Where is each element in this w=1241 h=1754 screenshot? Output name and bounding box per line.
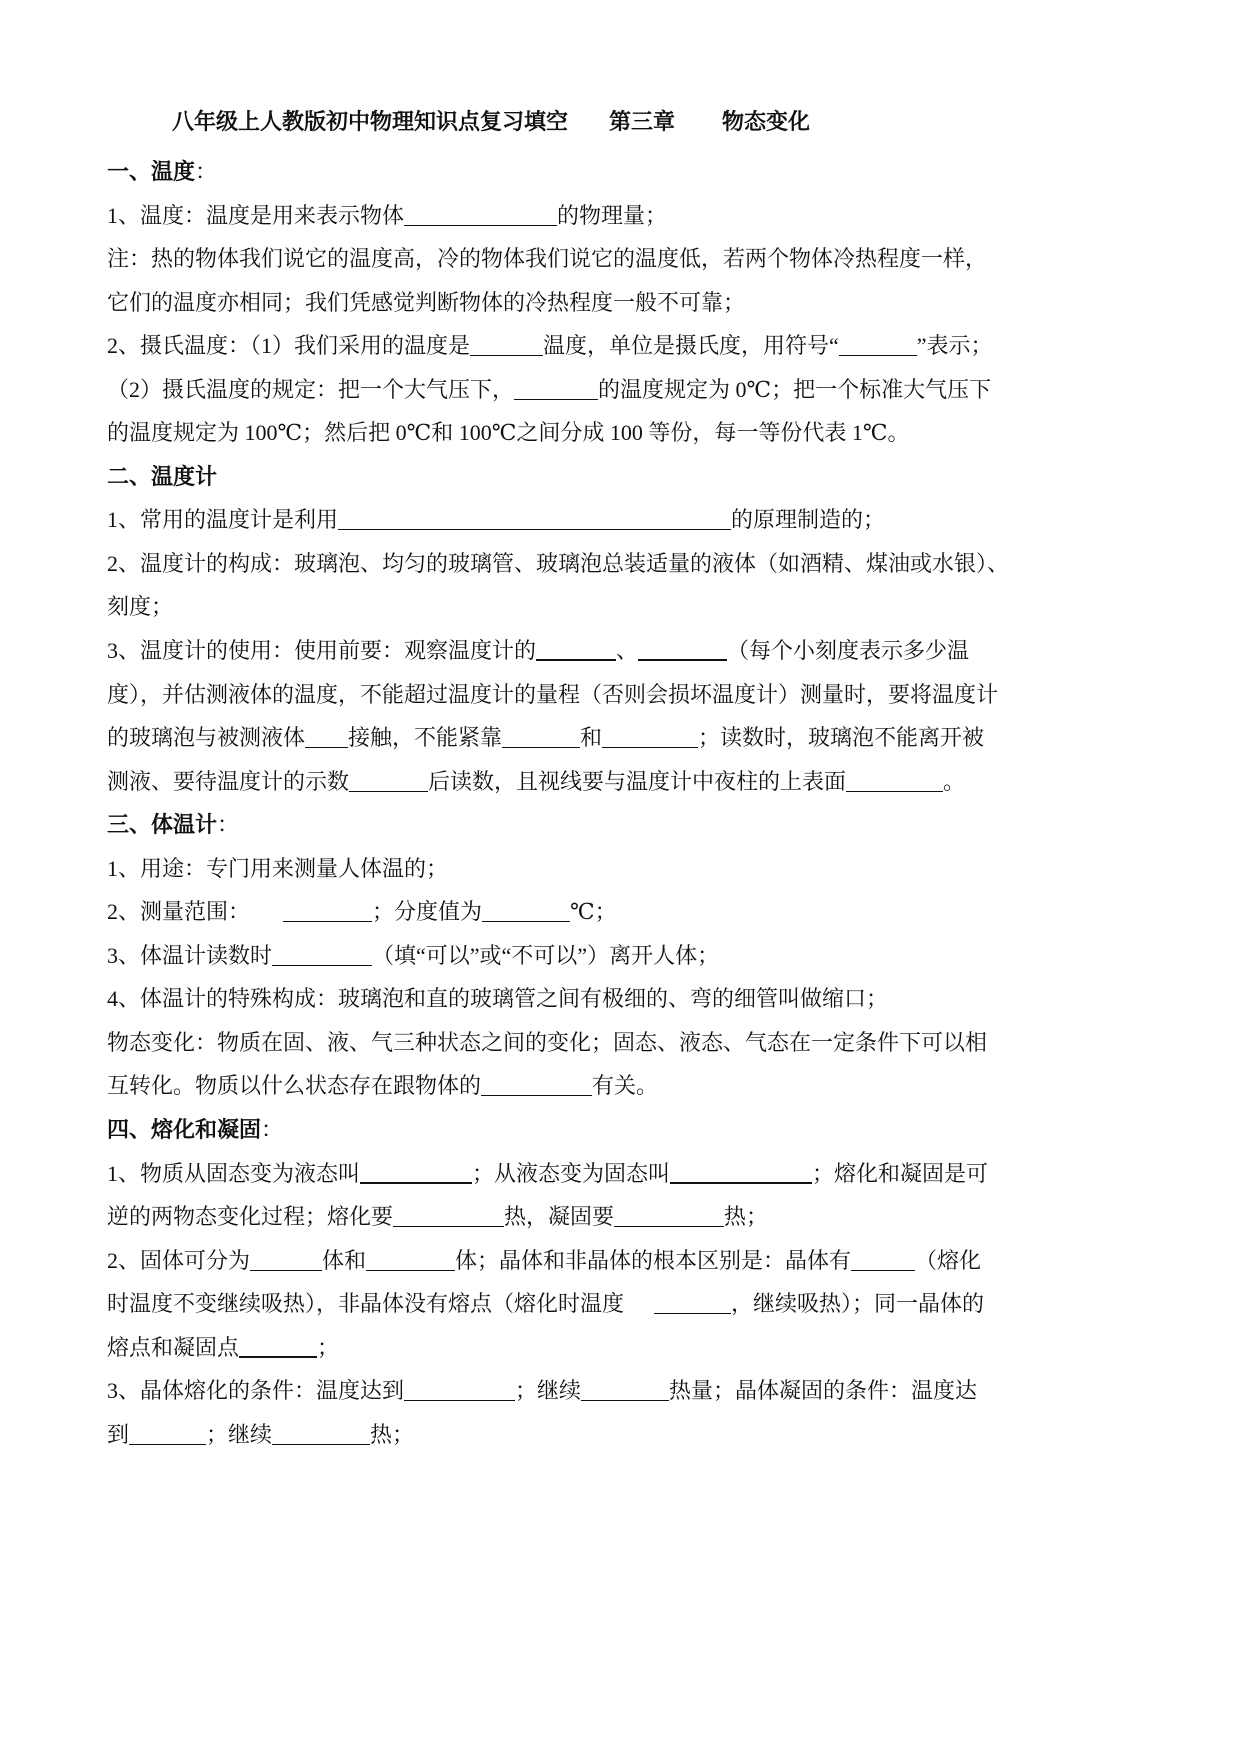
- line-text: 2、摄氏温度：（1）我们采用的温度是: [107, 333, 471, 359]
- line-text: 体和: [322, 1247, 367, 1273]
- answer-blank: [602, 747, 698, 748]
- text-line: [107, 1413, 1127, 1457]
- line-text: 它们的温度亦相同；我们凭感觉判断物体的冷热程度一般不可靠；: [107, 289, 746, 315]
- text-line: [107, 629, 1127, 673]
- line-text: 热量；晶体凝固的条件：温度达: [669, 1378, 978, 1404]
- answer-blank: [349, 791, 428, 792]
- heading-colon: ：: [261, 1117, 284, 1143]
- title-topic: 物态变化: [722, 109, 811, 134]
- answer-blank: [670, 1182, 812, 1184]
- text-line: [107, 673, 1127, 717]
- line-text: 1、物质从固态变为液态叫: [107, 1160, 361, 1186]
- section-heading-text: 四、熔化和凝固: [107, 1117, 262, 1143]
- line-text: ；从液态变为固态叫: [472, 1160, 671, 1186]
- line-text: 热，凝固要: [504, 1204, 615, 1230]
- answer-blank: [283, 921, 372, 922]
- text-line: [107, 934, 1127, 978]
- line-text: ；继续: [515, 1378, 582, 1404]
- answer-blank: [129, 1444, 206, 1445]
- line-text: （填“可以”或“不可以”）离开人体；: [372, 942, 720, 968]
- line-text: 有关。: [592, 1073, 659, 1099]
- text-line: [107, 237, 1127, 281]
- section-heading-text: 二、温度计: [107, 463, 218, 489]
- document-title: [0, 107, 1241, 137]
- line-text: 和: [580, 725, 603, 751]
- section-heading: [107, 1108, 1127, 1152]
- line-text: 。: [943, 768, 966, 794]
- line-text: 2、温度计的构成：玻璃泡、均匀的玻璃管、玻璃泡总装适量的液体（如酒精、煤油或水银）、: [107, 550, 1010, 576]
- worksheet-body: [107, 150, 1127, 1456]
- title-chapter: 第三章: [609, 109, 676, 134]
- line-text: 的玻璃泡与被测液体: [107, 725, 306, 751]
- section-heading: [107, 150, 1127, 194]
- line-text: 度），并估测液体的温度，不能超过温度计的量程（否则会损坏温度计）测量时，要将温度计: [107, 681, 999, 707]
- text-line: [107, 1195, 1127, 1239]
- spacer: [624, 1310, 654, 1311]
- line-text: 3、晶体熔化的条件：温度达到: [107, 1378, 405, 1404]
- line-text: 熔点和凝固点: [107, 1334, 240, 1360]
- text-line: [107, 890, 1127, 934]
- line-text: 逆的两物态变化过程；熔化要: [107, 1204, 394, 1230]
- line-text: 注：热的物体我们说它的温度高，冷的物体我们说它的温度低，若两个物体冷热程度一样，: [107, 246, 988, 272]
- answer-blank: [846, 791, 943, 792]
- text-line: [107, 542, 1127, 586]
- text-line: [107, 585, 1127, 629]
- section-heading: [107, 803, 1127, 847]
- text-line: [107, 716, 1127, 760]
- answer-blank: [470, 355, 543, 356]
- text-line: [107, 1152, 1127, 1196]
- line-text: ”表示；: [916, 333, 993, 359]
- line-text: （熔化: [915, 1247, 982, 1273]
- answer-blank: [839, 355, 917, 356]
- line-text: 1、常用的温度计是利用: [107, 507, 339, 533]
- answer-blank: [514, 399, 598, 400]
- answer-blank: [502, 747, 580, 748]
- text-line: [107, 411, 1127, 455]
- answer-blank: [338, 529, 731, 530]
- answer-blank: [272, 1444, 370, 1445]
- section-heading: [107, 455, 1127, 499]
- line-text: 温度，单位是摄氏度，用符号“: [543, 333, 839, 359]
- answer-blank: [851, 1270, 915, 1271]
- answer-blank: [272, 965, 372, 966]
- answer-blank: [360, 1182, 472, 1184]
- text-line: [107, 1021, 1127, 1065]
- line-text: 1、用途：专门用来测量人体温的；: [107, 855, 449, 881]
- line-text: 的温度规定为 0℃；把一个标准大气压下: [598, 376, 992, 402]
- line-text: 后读数，且视线要与温度计中夜柱的上表面: [428, 768, 847, 794]
- spacer: [250, 918, 283, 919]
- line-text: 1、温度：温度是用来表示物体: [107, 202, 405, 228]
- line-text: 、: [616, 638, 639, 664]
- section-heading-text: 一、温度: [107, 159, 196, 184]
- line-text: ；分度值为: [372, 899, 483, 925]
- section-clinical-thermometer: [107, 803, 1127, 1108]
- text-line: [107, 368, 1127, 412]
- answer-blank: [481, 1095, 592, 1096]
- line-text: 体；晶体和非晶体的根本区别是：晶体有: [455, 1247, 852, 1273]
- answer-blank: [404, 1400, 515, 1401]
- line-text: 的温度规定为 100℃；然后把 0℃和 100℃之间分成 100 等份，每一等份代表 1℃。: [107, 420, 910, 446]
- text-line: [107, 1064, 1127, 1108]
- line-text: 的原理制造的；: [731, 507, 886, 533]
- answer-blank: [536, 659, 616, 661]
- line-text: ；读数时，玻璃泡不能离开被: [698, 725, 985, 751]
- answer-blank: [482, 921, 570, 922]
- line-text: 物态变化：物质在固、液、气三种状态之间的变化；固态、液态、气态在一定条件下可以相: [107, 1029, 988, 1055]
- line-text: 的物理量；: [557, 202, 668, 228]
- line-text: ，继续吸热）；同一晶体的: [731, 1291, 985, 1317]
- text-line: [107, 324, 1127, 368]
- line-text: 测液、要待温度计的示数: [107, 768, 350, 794]
- answer-blank: [638, 659, 727, 661]
- text-line: [107, 977, 1127, 1021]
- answer-blank: [404, 225, 557, 226]
- text-line: [107, 760, 1127, 804]
- heading-colon: ：: [217, 812, 240, 838]
- line-text: ；: [317, 1334, 340, 1360]
- line-text: 到: [107, 1421, 130, 1447]
- answer-blank: [305, 747, 348, 748]
- answer-blank: [581, 1400, 669, 1401]
- line-text: 4、体温计的特殊构成：玻璃泡和直的玻璃管之间有极细的、弯的细管叫做缩口；: [107, 986, 889, 1012]
- answer-blank: [239, 1356, 317, 1358]
- text-line: [107, 1326, 1127, 1370]
- line-text: 时温度不变继续吸热），非晶体没有熔点（熔化时温度: [107, 1291, 625, 1317]
- text-line: [107, 281, 1127, 325]
- line-text: 3、温度计的使用：使用前要：观察温度计的: [107, 638, 537, 664]
- text-line: [107, 498, 1127, 542]
- section-thermometer: [107, 455, 1127, 803]
- line-text: ℃；: [570, 899, 617, 925]
- section-temperature: [107, 150, 1127, 455]
- line-text: 2、固体可分为: [107, 1247, 251, 1273]
- text-line: [107, 847, 1127, 891]
- line-text: （2）摄氏温度的规定：把一个大气压下，: [107, 376, 515, 402]
- answer-blank: [250, 1270, 322, 1271]
- section-melting-solidification: [107, 1108, 1127, 1456]
- line-text: ；熔化和凝固是可: [812, 1160, 989, 1186]
- line-text: 2、测量范围：: [107, 899, 251, 925]
- heading-colon: ：: [195, 159, 218, 184]
- answer-blank: [654, 1313, 731, 1314]
- answer-blank: [393, 1226, 504, 1227]
- text-line: [107, 1369, 1127, 1413]
- line-text: ；继续: [206, 1421, 273, 1447]
- line-text: 刻度；: [107, 594, 174, 620]
- text-line: [107, 194, 1127, 238]
- line-text: 热；: [724, 1204, 769, 1230]
- line-text: 互转化。物质以什么状态存在跟物体的: [107, 1073, 482, 1099]
- line-text: 接触，不能紧靠: [348, 725, 503, 751]
- line-text: （每个小刻度表示多少温: [727, 638, 970, 664]
- section-heading-text: 三、体温计: [107, 812, 218, 838]
- title-main: 八年级上人教版初中物理知识点复习填空: [172, 109, 569, 134]
- answer-blank: [366, 1270, 455, 1271]
- line-text: 热；: [370, 1421, 415, 1447]
- answer-blank: [614, 1226, 724, 1227]
- line-text: 3、体温计读数时: [107, 942, 273, 968]
- text-line: [107, 1239, 1127, 1283]
- text-line: [107, 1282, 1127, 1326]
